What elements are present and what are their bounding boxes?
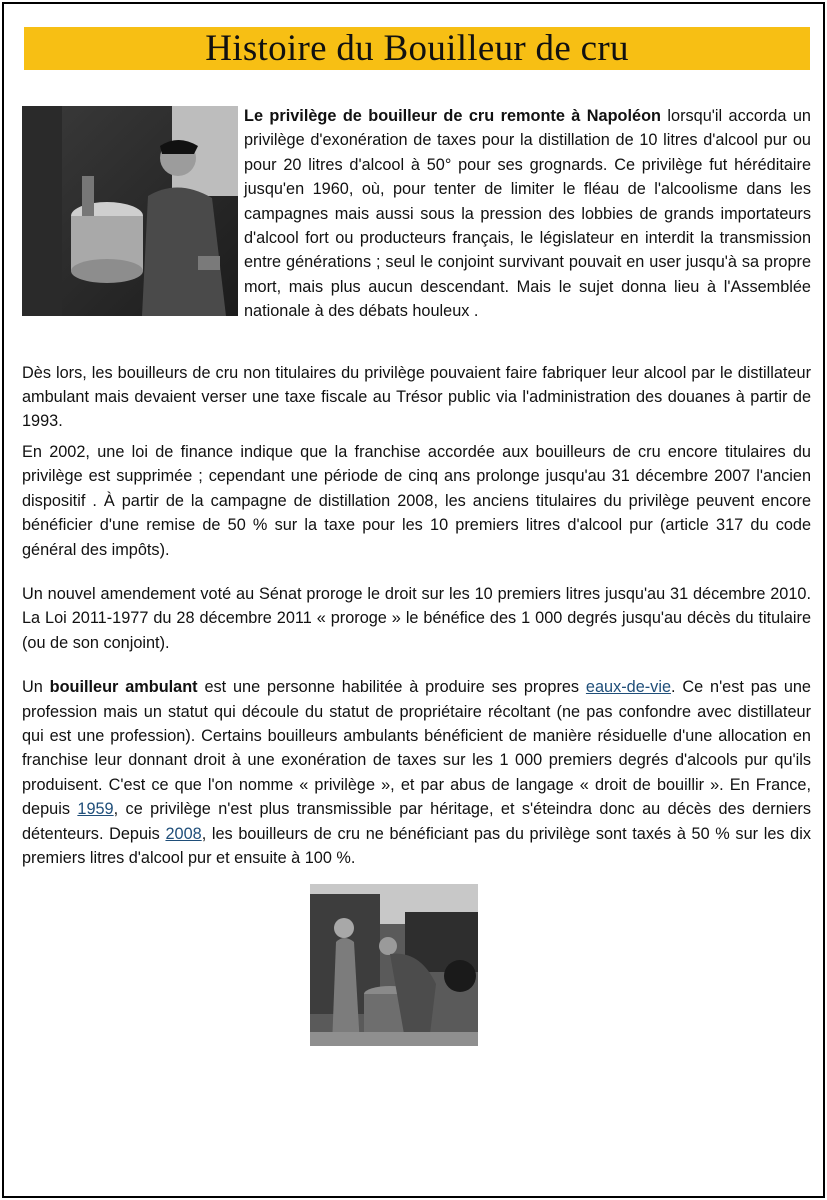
bouilleur-ambulant-term: bouilleur ambulant xyxy=(49,678,198,697)
paragraph-5-text-2: est une personne habilitée à produire ses propres xyxy=(197,678,586,697)
paragraph-5-text-1: Un xyxy=(22,678,50,697)
paragraph-5-text-4: , ce privilège n'est plus transmissible par héritage, et s'éteindra donc au décès des derniers détenteurs. Depuis xyxy=(22,800,811,843)
paragraph-3: En 2002, une loi de finance indique que la franchise accordée aux bouilleurs de cru encore titulaires du privilège est supprimée ; cependant une période de cinq ans prolonge jusqu'au 31 décembre 2007 l'ancien dispositif . À partir de la campagne de distillation 2008, les anciens titulaires du privilège peuvent encore bénéficier d'une remise de 50 % sur la taxe pour les 10 premiers litres d'alcool pur (article 317 du code général des impôts). xyxy=(22,442,811,559)
page-title: Histoire du Bouilleur de cru xyxy=(205,28,629,69)
photo-bouilleurs-tonneau xyxy=(310,884,478,1046)
link-2008[interactable]: 2008 xyxy=(165,824,202,843)
photo-bouilleurs-tonneau-icon xyxy=(310,884,478,1046)
paragraph-5-text-5: , les bouilleurs de cru ne bénéficiant pas du privilège sont taxés à 50 % sur les dix premiers litres d'alcool pur et ensuite à 100 %. xyxy=(22,824,811,867)
paragraph-4: Un nouvel amendement voté au Sénat proroge le droit sur les 10 premiers litres jusqu'au 31 décembre 2010. La Loi 2011-1977 du 28 décembre 2011 « proroge » le bénéfice des 1 000 degrés jusqu'au décès du titulaire (ou de son conjoint). xyxy=(22,584,811,652)
link-eaux-de-vie[interactable]: eaux-de-vie xyxy=(585,678,671,697)
title-banner xyxy=(24,27,810,70)
photo-bouilleur-distillation-icon xyxy=(22,106,238,316)
paragraph-2: Dès lors, les bouilleurs de cru non titulaires du privilège pouvaient faire fabriquer leur alcool par le distillateur ambulant mais devaient verser une taxe fiscale au Trésor public via l'administration des douanes à partir de 1993. xyxy=(22,363,811,431)
page-frame xyxy=(2,2,825,1198)
paragraph-1-lead: Le privilège de bouilleur de cru remonte à Napoléon xyxy=(244,107,661,125)
link-1959[interactable]: 1959 xyxy=(77,800,114,819)
paragraph-5 xyxy=(22,675,811,870)
paragraph-1-text: lorsqu'il accorda un privilège d'exonération de taxes pour la distillation de 10 litres d'alcool pur ou pour 20 litres d'alcool à 50° pour ses grognards. Ce privilège fut héréditaire jusqu'en 1960, où, pour tenter de limiter le fléau de l'alcoolisme dans les campagnes mais aussi sous la pression des lobbies de grands importateurs d'alcool fort ou producteurs français, le législateur en interdit la transmission entre générations ; seul le conjoint survivant pouvait en user jusqu'à sa propre mort, mais plus aucun descendant. Mais le sujet donna lieu à l'Assemblée nationale à des débats houleux . xyxy=(244,107,811,321)
paragraph-5-text-3: . Ce n'est pas une profession mais un statut qui découle du statut de propriétaire récoltant (ne pas confondre avec distillateur qui est une profession). Certains bouilleurs ambulants bénéficient de manière résiduelle d'une allocation en franchise leur donnant droit à une exonération de taxes sur les 1 000 premiers degrés d'alcools pur qu'ils produisent. C'est ce que l'on nomme « privilège », et par abus de langage « droit de bouillir ». En France, depuis xyxy=(22,678,811,819)
article-body xyxy=(22,104,811,1046)
photo-bouilleur-distillation xyxy=(22,106,238,316)
